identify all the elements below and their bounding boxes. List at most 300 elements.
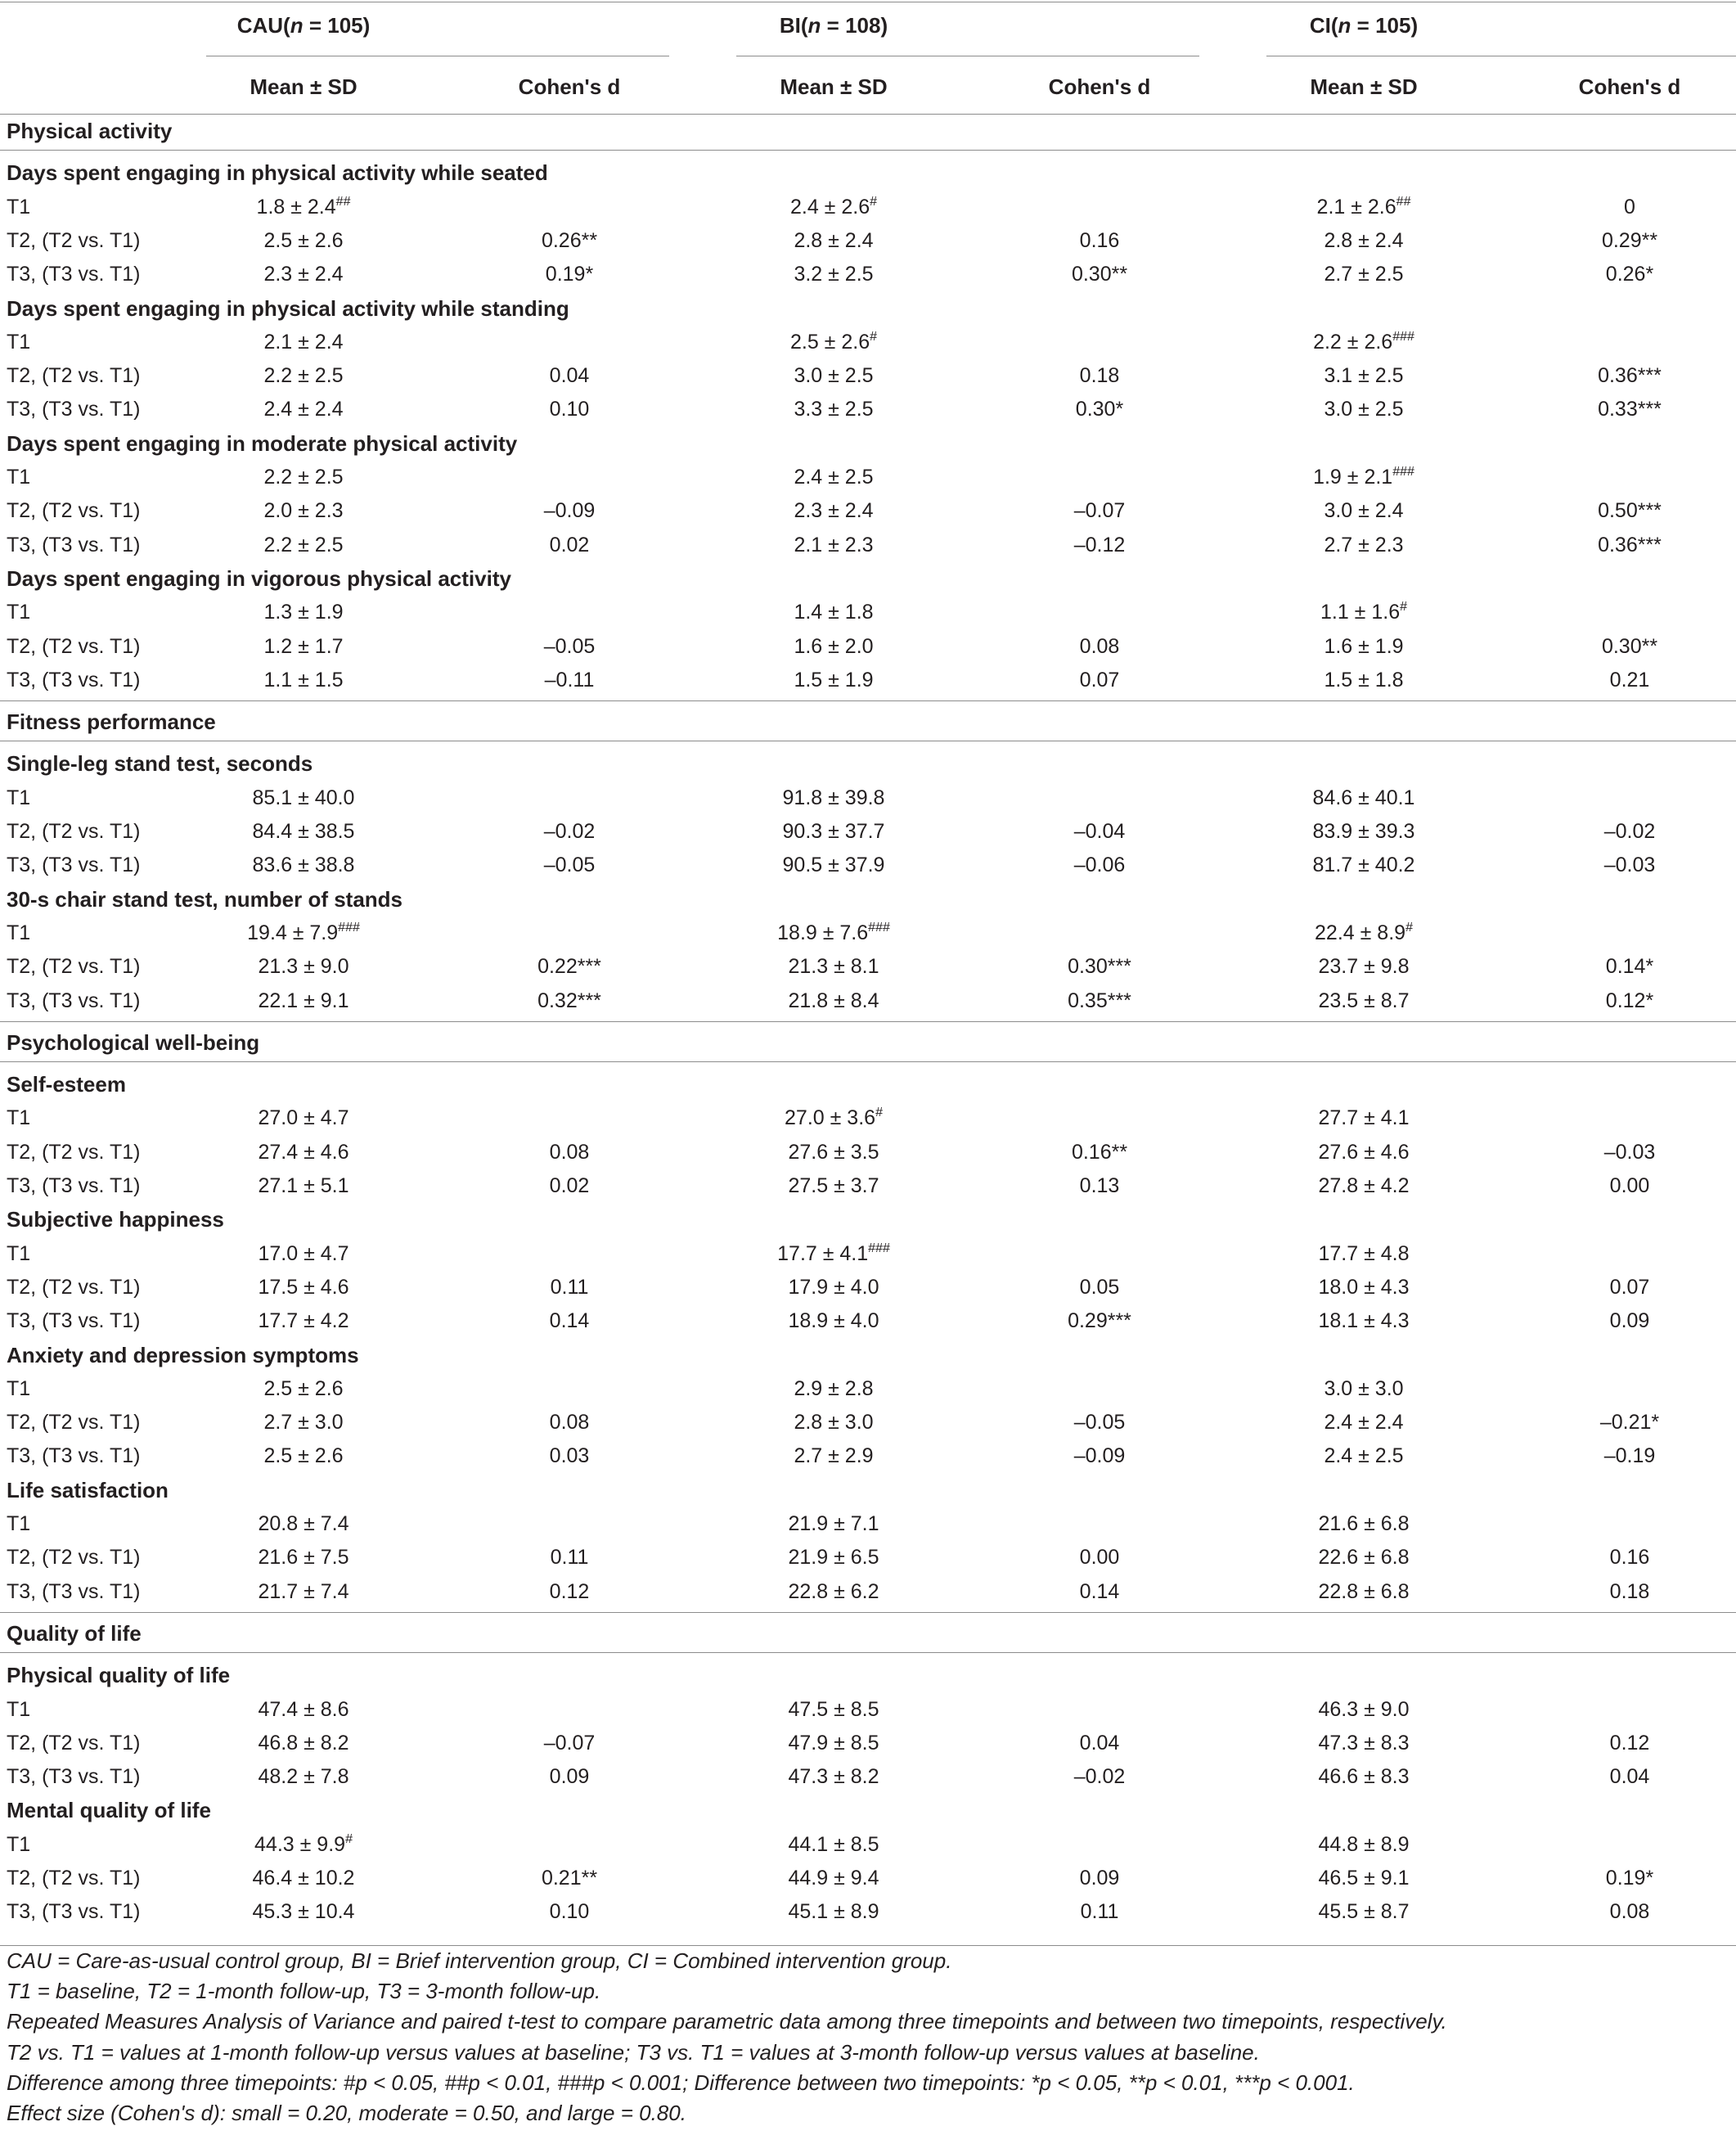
cell-value: 0.18: [1609, 1579, 1650, 1603]
cell-value: 0.33***: [1598, 398, 1662, 421]
cell-value: 0.11: [550, 1275, 589, 1299]
cell-value: 45.3 ± 10.4: [252, 1900, 355, 1924]
mean-sd-cell: [788, 950, 879, 984]
mean-sd-cell: [788, 1575, 879, 1609]
cohens-d-cell: [1080, 630, 1120, 664]
cell-value: –0.05: [543, 634, 596, 658]
cell-value: 45.5 ± 8.7: [1318, 1900, 1410, 1924]
cell-value: –0.03: [1603, 1140, 1656, 1164]
mean-sd-cell: [258, 1169, 349, 1203]
mean-sd-cell: [263, 494, 343, 528]
mean-sd-cell: [777, 1237, 890, 1271]
mean-sd-cell: [794, 1439, 873, 1473]
cell-value: 18.0 ± 4.3: [1318, 1275, 1410, 1299]
mean-sd-cell: [253, 815, 355, 849]
cell-value: 2.4 ± 2.4: [263, 398, 344, 421]
timepoint-label: T2, (T2 vs. T1): [7, 364, 141, 388]
cohens-d-cell: [1602, 630, 1657, 664]
cohens-d-cell: [1610, 1760, 1650, 1794]
cell-value: 18.9 ± 4.0: [788, 1309, 879, 1333]
cell-value: 3.0 ± 3.0: [1324, 1376, 1404, 1400]
measure-row: [0, 1474, 1736, 1507]
cohens-d-cell: [550, 1169, 590, 1203]
mean-sd-cell: [258, 1237, 349, 1271]
cell-value: 1.4 ± 1.8: [794, 601, 874, 624]
cell-value: –0.07: [1073, 499, 1126, 523]
cell-value: 22.6 ± 6.8: [1318, 1546, 1410, 1570]
cohens-d-cell: [1068, 1304, 1131, 1338]
table-footnotes: [7, 1946, 1725, 2128]
cohens-d-cell: [1080, 1575, 1120, 1609]
cohens-d-cell: [1080, 1169, 1120, 1203]
cell-value: –0.09: [543, 499, 596, 523]
table-row: [0, 1862, 1736, 1895]
cell-value: 22.8 ± 6.2: [788, 1579, 879, 1603]
mean-sd-cell: [1318, 1727, 1409, 1760]
cell-value: 46.4 ± 10.2: [252, 1867, 355, 1890]
cohens-d-cell: [1074, 815, 1126, 849]
cohens-d-cell: [1080, 359, 1120, 393]
cell-value: 0.10: [549, 398, 590, 421]
cell-value: 0.14: [549, 1309, 590, 1333]
cell-value: 2.0 ± 2.3: [263, 499, 344, 523]
section-rule: [0, 1612, 1736, 1613]
measure-title: Physical quality of life: [7, 1663, 231, 1688]
table-row: [0, 815, 1736, 849]
cohens-d-cell: [1080, 664, 1120, 697]
mean-sd-cell: [788, 1693, 879, 1727]
cell-value: 0.00: [1079, 1546, 1120, 1570]
cell-value: 0.16: [1609, 1546, 1650, 1570]
cohens-d-cell: [1074, 529, 1126, 562]
cell-value: 17.7 ± 4.8: [1318, 1241, 1410, 1265]
table-row: [0, 1136, 1736, 1169]
table-row: [0, 494, 1736, 528]
cell-value: 3.1 ± 2.5: [1324, 364, 1404, 388]
cohens-d-cell: [1074, 494, 1126, 528]
cell-value: 2.5 ± 2.6: [263, 1444, 344, 1468]
cell-value: 0.16: [1079, 228, 1120, 252]
table-row: [0, 917, 1736, 950]
cell-value: 2.2 ± 2.5: [263, 533, 344, 556]
mean-sd-cell: [1324, 224, 1403, 258]
cell-value: 0.30*: [1075, 398, 1124, 421]
mean-sd-cell: [263, 1372, 343, 1406]
cell-value: 2.8 ± 2.4: [1324, 228, 1404, 252]
cell-value: 23.5 ± 8.7: [1318, 989, 1410, 1012]
mean-sd-cell: [1318, 1895, 1409, 1929]
mean-sd-cell: [794, 1372, 873, 1406]
cell-value: 21.8 ± 8.4: [788, 989, 879, 1012]
cohens-d-cell: [1598, 393, 1662, 426]
measure-row: [0, 1339, 1736, 1372]
measure-row: [0, 427, 1736, 461]
section-title: Quality of life: [7, 1620, 142, 1646]
mean-sd-cell: [1324, 529, 1403, 562]
significance-marker: ###: [868, 1241, 890, 1255]
cell-value: 3.0 ± 2.4: [1324, 499, 1404, 523]
measure-title: Anxiety and depression symptoms: [7, 1342, 359, 1367]
cohens-d-cell: [1606, 950, 1653, 984]
cell-value: 3.0 ± 2.5: [1324, 398, 1404, 421]
timepoint-label: T2, (T2 vs. T1): [7, 499, 141, 523]
cell-value: 1.5 ± 1.9: [794, 668, 874, 691]
significance-marker: #: [870, 194, 878, 209]
significance-marker: ##: [335, 194, 351, 209]
cell-value: 0.08: [1609, 1900, 1650, 1924]
cohens-d-cell: [1602, 224, 1657, 258]
cell-value: 2.8 ± 2.4: [794, 228, 874, 252]
group-header-bi: BI(n = 108): [779, 13, 888, 38]
mean-sd-cell: [788, 1271, 879, 1304]
mean-sd-cell: [1318, 1101, 1409, 1135]
cell-value: 17.5 ± 4.6: [258, 1275, 349, 1299]
cell-value: 2.5 ± 2.6: [263, 228, 344, 252]
mean-sd-cell: [258, 1727, 349, 1760]
section-title: Fitness performance: [7, 709, 216, 735]
cell-value: 0.19*: [1605, 1867, 1654, 1890]
timepoint-label: T1: [7, 1832, 31, 1856]
cell-value: 0.11: [1080, 1900, 1119, 1924]
mean-sd-cell: [1318, 1304, 1409, 1338]
cell-value: 0.09: [1079, 1867, 1120, 1890]
mean-sd-cell: [1318, 1828, 1409, 1862]
measure-row: [0, 562, 1736, 596]
cohens-d-cell: [1074, 849, 1126, 882]
footnote: Repeated Measures Analysis of Variance and paired t-test to compare parametric data among three timepoints and between two timepoints, respectively.: [7, 2009, 1447, 2034]
cell-value: –0.05: [543, 854, 596, 877]
significance-marker: ###: [1392, 329, 1414, 344]
timepoint-label: T3, (T3 vs. T1): [7, 989, 141, 1012]
cell-value: 2.4 ± 2.5: [1324, 1444, 1404, 1468]
cohens-d-cell: [545, 664, 595, 697]
measure-row: [0, 883, 1736, 917]
cell-value: 0.05: [1079, 1275, 1120, 1299]
cell-value: 1.6 ± 2.0: [794, 634, 874, 658]
cohens-d-cell: [1081, 1895, 1119, 1929]
measure-title: Days spent engaging in physical activity while seated: [7, 160, 548, 186]
cell-value: 17.7 ± 4.2: [258, 1309, 349, 1333]
mean-sd-cell: [263, 224, 343, 258]
cohens-d-cell: [1068, 984, 1131, 1018]
mean-sd-cell: [1318, 1169, 1409, 1203]
mean-sd-cell: [794, 494, 873, 528]
measure-title: Self-esteem: [7, 1072, 126, 1097]
mean-sd-cell: [263, 596, 343, 629]
cohens-d-cell: [550, 1575, 590, 1609]
cell-value: 0.14*: [1605, 955, 1654, 979]
cell-value: –0.12: [1073, 533, 1126, 556]
cell-value: 21.6 ± 7.5: [258, 1546, 349, 1570]
significance-marker: #: [870, 329, 878, 344]
mean-sd-cell: [1320, 596, 1407, 629]
cohens-d-cell: [1610, 1575, 1650, 1609]
cohens-d-cell: [542, 1862, 597, 1895]
cell-value: 46.5 ± 9.1: [1318, 1867, 1410, 1890]
section-row: [0, 1026, 1736, 1060]
cohens-d-cell: [537, 984, 601, 1018]
cell-value: –0.05: [1073, 1411, 1126, 1435]
cohens-d-cell: [1606, 258, 1653, 291]
timepoint-label: T3, (T3 vs. T1): [7, 1900, 141, 1924]
measure-title: Days spent engaging in moderate physical activity: [7, 430, 518, 456]
cell-value: 47.5 ± 8.5: [788, 1697, 879, 1721]
table-row: [0, 1237, 1736, 1271]
cell-value: 2.4 ± 2.5: [794, 466, 874, 489]
mean-sd-cell: [1324, 630, 1403, 664]
table-row: [0, 359, 1736, 393]
mean-sd-cell: [1324, 359, 1403, 393]
mean-sd-cell: [1318, 1507, 1409, 1541]
section-row: [0, 1617, 1736, 1651]
cell-value: 2.5 ± 2.6: [263, 1376, 344, 1400]
mean-sd-cell: [794, 1406, 873, 1439]
mean-sd-cell: [1324, 494, 1403, 528]
cohens-d-cell: [1610, 664, 1650, 697]
timepoint-label: T3, (T3 vs. T1): [7, 1579, 141, 1603]
cell-value: 0.22***: [537, 955, 601, 979]
timepoint-label: T1: [7, 1697, 31, 1721]
cell-value: 0.00: [1609, 1174, 1650, 1197]
cohens-d-cell: [544, 1727, 596, 1760]
cell-value: 0.04: [1609, 1765, 1650, 1789]
cohens-d-cell: [550, 1406, 590, 1439]
timepoint-label: T1: [7, 601, 31, 624]
mean-sd-cell: [263, 529, 343, 562]
mean-sd-cell: [258, 984, 349, 1018]
mean-sd-cell: [1324, 393, 1403, 426]
mean-sd-cell: [254, 1828, 353, 1862]
cell-value: 22.8 ± 6.8: [1318, 1579, 1410, 1603]
footnote: Difference among three timepoints: #p < 0.05, ##p < 0.01, ###p < 0.001; Difference between two timepoints: *p < 0.05, **p < 0.01, ***p < 0.001.: [7, 2070, 1355, 2095]
cell-value: 2.7 ± 2.9: [794, 1444, 874, 1468]
cell-value: 83.9 ± 39.3: [1312, 820, 1415, 843]
table-row: [0, 1727, 1736, 1760]
cell-value: 0.12*: [1605, 989, 1654, 1012]
timepoint-label: T1: [7, 1241, 31, 1265]
cohens-d-cell: [550, 359, 590, 393]
cohens-d-cell: [550, 393, 590, 426]
cell-value: –0.11: [544, 668, 595, 691]
cell-value: –0.06: [1073, 854, 1126, 877]
mean-sd-cell: [794, 664, 873, 697]
cell-value: 0.07: [1609, 1275, 1650, 1299]
cell-value: 19.4 ± 7.9: [247, 921, 339, 944]
cell-value: 21.3 ± 8.1: [788, 955, 879, 979]
mean-sd-cell: [788, 1727, 879, 1760]
mean-sd-cell: [794, 596, 873, 629]
cell-value: 47.3 ± 8.3: [1318, 1731, 1410, 1754]
cell-value: 1.5 ± 1.8: [1324, 668, 1404, 691]
significance-marker: #: [875, 1106, 883, 1120]
mean-sd-cell: [1318, 950, 1409, 984]
significance-marker: ###: [338, 920, 360, 935]
section-row: [0, 115, 1736, 148]
measure-title: 30-s chair stand test, number of stands: [7, 886, 403, 912]
section-title: Physical activity: [7, 119, 173, 143]
cell-value: 44.3 ± 9.9: [254, 1832, 346, 1856]
measure-row: [0, 1794, 1736, 1827]
mean-sd-cell: [1324, 664, 1403, 697]
cohens-d-cell: [1598, 529, 1662, 562]
mean-sd-cell: [263, 258, 343, 291]
mean-sd-cell: [258, 1304, 349, 1338]
section-rule: [0, 1021, 1736, 1022]
mean-sd-cell: [258, 1541, 349, 1574]
measure-row: [0, 1068, 1736, 1101]
cell-value: 21.9 ± 6.5: [788, 1546, 879, 1570]
cell-value: 0.08: [549, 1140, 590, 1164]
cell-value: –0.02: [543, 820, 596, 843]
cell-value: 0.10: [549, 1900, 590, 1924]
col-header-ci-mean: Mean ± SD: [1310, 74, 1418, 99]
mean-sd-cell: [788, 1828, 879, 1862]
cell-value: 2.3 ± 2.4: [794, 499, 874, 523]
footnote: CAU = Care-as-usual control group, BI = Brief intervention group, CI = Combined intervention group.: [7, 1948, 952, 1973]
mean-sd-cell: [1317, 191, 1411, 224]
cohens-d-cell: [544, 849, 596, 882]
cell-value: 1.3 ± 1.9: [263, 601, 344, 624]
cell-value: 27.0 ± 3.6: [785, 1106, 876, 1130]
measure-title: Single-leg stand test, seconds: [7, 751, 313, 777]
cell-value: 27.8 ± 4.2: [1318, 1174, 1410, 1197]
cohens-d-cell: [1080, 224, 1120, 258]
timepoint-label: T3, (T3 vs. T1): [7, 1444, 141, 1468]
group-header-ci: CI(n = 105): [1309, 13, 1419, 38]
table-row: [0, 224, 1736, 258]
mean-sd-cell: [1318, 1862, 1409, 1895]
cell-value: 0.04: [549, 364, 590, 388]
mean-sd-cell: [783, 815, 885, 849]
cohens-d-cell: [1598, 494, 1662, 528]
cell-value: 90.5 ± 37.9: [782, 854, 885, 877]
cell-value: 2.8 ± 3.0: [794, 1411, 874, 1435]
timepoint-label: T2, (T2 vs. T1): [7, 1731, 141, 1754]
section-rule: [0, 700, 1736, 701]
mean-sd-cell: [1315, 917, 1413, 950]
mean-sd-cell: [794, 359, 873, 393]
cohens-d-cell: [1610, 1895, 1650, 1929]
timepoint-label: T1: [7, 786, 31, 809]
cell-value: 85.1 ± 40.0: [252, 786, 355, 809]
cohens-d-cell: [551, 1271, 589, 1304]
table-row: [0, 1541, 1736, 1574]
mean-sd-cell: [1324, 1372, 1403, 1406]
mean-sd-cell: [258, 1693, 349, 1727]
table-row: [0, 1575, 1736, 1609]
cell-value: 2.5 ± 2.6: [789, 330, 870, 354]
mean-sd-cell: [788, 1169, 879, 1203]
footnote: Effect size (Cohen's d): small = 0.20, moderate = 0.50, and large = 0.80.: [7, 2101, 686, 2126]
measure-row: [0, 156, 1736, 190]
table-row: [0, 529, 1736, 562]
timepoint-label: T1: [7, 1512, 31, 1535]
significance-marker: #: [1405, 920, 1413, 935]
cell-value: 18.1 ± 4.3: [1318, 1309, 1410, 1333]
cell-value: 2.3 ± 2.4: [263, 263, 344, 286]
mean-sd-cell: [253, 849, 355, 882]
cell-value: 0.29***: [1068, 1309, 1131, 1333]
significance-marker: #: [1400, 600, 1408, 615]
cell-value: 1.1 ± 1.6: [1320, 601, 1401, 624]
section-rule: [0, 1061, 1736, 1062]
measure-row: [0, 292, 1736, 326]
cell-value: 0.02: [549, 1174, 590, 1197]
cohens-d-cell: [1610, 1304, 1650, 1338]
cell-value: 27.0 ± 4.7: [258, 1106, 349, 1130]
cell-value: 21.7 ± 7.4: [258, 1579, 349, 1603]
cohens-d-cell: [1610, 1541, 1650, 1574]
cell-value: 2.1 ± 2.4: [263, 330, 344, 354]
mean-sd-cell: [263, 326, 343, 359]
mean-sd-cell: [1318, 1760, 1409, 1794]
mean-sd-cell: [794, 258, 873, 291]
mean-sd-cell: [257, 191, 351, 224]
cohens-d-cell: [1074, 1406, 1126, 1439]
cell-value: 46.8 ± 8.2: [258, 1731, 349, 1754]
timepoint-label: T3, (T3 vs. T1): [7, 854, 141, 877]
mean-sd-cell: [263, 1439, 343, 1473]
cell-value: 0.14: [1079, 1579, 1120, 1603]
mean-sd-cell: [258, 1271, 349, 1304]
cell-value: 0.26**: [541, 228, 598, 252]
cell-value: 47.3 ± 8.2: [788, 1765, 879, 1789]
cohens-d-cell: [1604, 1136, 1656, 1169]
cell-value: 47.4 ± 8.6: [258, 1697, 349, 1721]
mean-sd-cell: [788, 1136, 879, 1169]
mean-sd-cell: [258, 1575, 349, 1609]
timepoint-label: T2, (T2 vs. T1): [7, 1867, 141, 1890]
cell-value: 0.02: [549, 533, 590, 556]
measure-row: [0, 1203, 1736, 1236]
mean-sd-cell: [794, 461, 873, 494]
timepoint-label: T3, (T3 vs. T1): [7, 668, 141, 691]
cell-value: 0.30***: [1068, 955, 1131, 979]
cell-value: 44.8 ± 8.9: [1318, 1832, 1410, 1856]
cell-value: 2.7 ± 2.5: [1324, 263, 1404, 286]
table-row: [0, 393, 1736, 426]
mean-sd-cell: [1313, 849, 1415, 882]
cell-value: 2.2 ± 2.5: [263, 364, 344, 388]
footnote: T2 vs. T1 = values at 1-month follow-up versus values at baseline; T3 vs. T1 = values at 3-month follow-up versus values at baseline.: [7, 2039, 1260, 2065]
table-row: [0, 1760, 1736, 1794]
mean-sd-cell: [253, 1862, 355, 1895]
mean-sd-cell: [794, 224, 873, 258]
mean-sd-cell: [1313, 815, 1415, 849]
section-rule: [0, 1652, 1736, 1653]
cell-value: –0.02: [1603, 820, 1656, 843]
cell-value: 0.08: [549, 1411, 590, 1435]
timepoint-label: T2, (T2 vs. T1): [7, 1546, 141, 1570]
col-header-cau-cohen: Cohen's d: [518, 74, 621, 99]
cohens-d-cell: [550, 1895, 590, 1929]
cohens-d-cell: [1606, 1862, 1653, 1895]
cell-value: 0.09: [1609, 1309, 1650, 1333]
significance-marker: ###: [1392, 465, 1414, 479]
cell-value: 0.09: [549, 1765, 590, 1789]
timepoint-label: T2, (T2 vs. T1): [7, 955, 141, 979]
cell-value: –0.04: [1073, 820, 1126, 843]
cohens-d-cell: [537, 950, 601, 984]
cohens-d-cell: [550, 1136, 590, 1169]
section-row: [0, 705, 1736, 739]
cell-value: 27.1 ± 5.1: [258, 1174, 349, 1197]
mean-sd-cell: [788, 1862, 879, 1895]
mean-sd-cell: [1318, 1575, 1409, 1609]
significance-marker: ###: [868, 920, 890, 935]
table-row: [0, 1372, 1736, 1406]
cohens-d-cell: [1072, 258, 1127, 291]
